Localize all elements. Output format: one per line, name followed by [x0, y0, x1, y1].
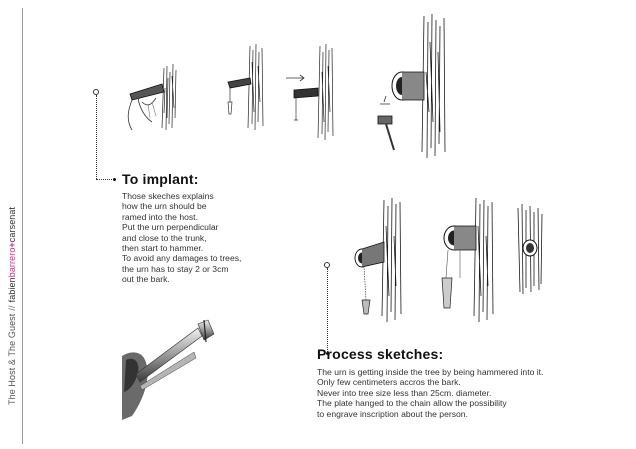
process-body [317, 367, 543, 419]
process-line: Never into tree size less than 25cm. diameter. [317, 387, 492, 398]
leader-line-vertical-bottom [327, 268, 328, 352]
leader-line-horizontal [96, 179, 112, 180]
sketch-hand-holding-urn [112, 58, 192, 138]
implant-line: ramed into the host. [122, 211, 198, 222]
implant-line: and close to the trunk, [122, 232, 207, 243]
urn-closeup-photo [122, 312, 222, 422]
implant-line: how the urn should be [122, 201, 207, 212]
implant-line: then start to hammer. [122, 243, 204, 254]
process-line: to engrave inscription about the person. [317, 408, 468, 419]
sketch-urn-with-arrow [282, 42, 342, 142]
designer-name-barrero: barrero [7, 247, 17, 278]
sketch-hammer-and-urn [372, 12, 457, 162]
designer-joiner: + [7, 242, 17, 248]
sketch-urn-flush-bark [510, 202, 555, 297]
implant-line: To avoid any damages to trees, [122, 253, 242, 264]
process-line: Only few centimeters accros the bark. [317, 377, 461, 388]
caption-separator: // [7, 305, 17, 311]
sketch-urn-with-chain [340, 196, 410, 326]
process-line: The urn is getting inside the tree by being hammered into it. [317, 367, 544, 377]
sketch-urn-with-plate [432, 196, 502, 326]
implant-line: the urn has to stay 2 or 3cm [122, 263, 229, 274]
process-heading: Process sketches: [317, 346, 444, 362]
process-line: The plate hanged to the chain allow the possibility [317, 398, 507, 409]
project-title: The Host & The Guest [7, 313, 17, 405]
designer-name-fabien: fabien [7, 277, 17, 303]
leader-line-vertical [96, 95, 97, 179]
designer-name-carsenat: carsenat [7, 206, 17, 243]
sketch-urn-in-bark [222, 42, 272, 132]
implant-line: Those skeches explains [122, 191, 214, 201]
margin-rule [22, 8, 23, 444]
implant-line: out the bark. [122, 274, 170, 285]
implant-line: Put the urn perpendicular [122, 222, 219, 233]
heading-bullet [113, 178, 116, 181]
implant-body [122, 191, 241, 285]
implant-heading: To implant: [122, 171, 199, 187]
